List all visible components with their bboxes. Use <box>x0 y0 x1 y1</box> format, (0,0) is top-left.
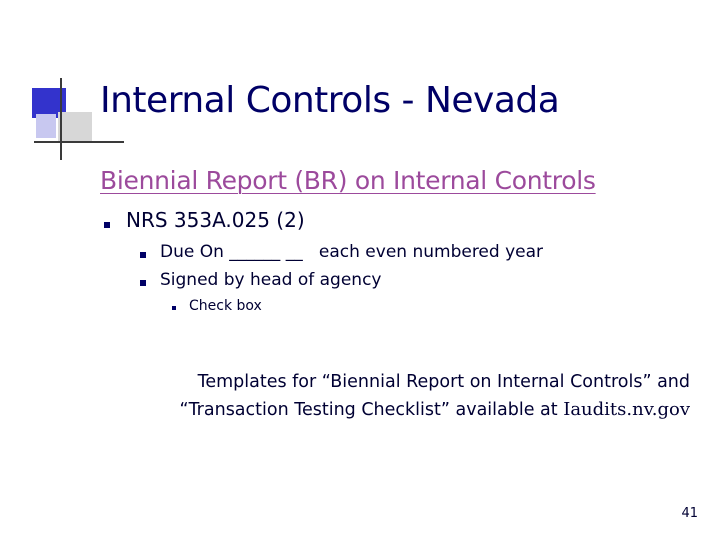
templates-note-line1: Templates for “Biennial Report on Internal Controls” and <box>197 372 690 392</box>
square-bullet-icon <box>172 306 176 310</box>
bullet-level1-nrs: NRS 353A.025 (2) <box>126 208 305 232</box>
decor-square-light <box>36 114 56 138</box>
bullet-level2-due-on: Due On ______ __ each even numbered year <box>160 242 544 262</box>
square-bullet-icon <box>140 280 146 286</box>
decor-square-grey <box>58 112 92 142</box>
square-bullet-icon <box>104 222 110 228</box>
decor-vertical-line <box>60 78 62 160</box>
page-number: 41 <box>681 506 698 521</box>
square-bullet-icon <box>140 252 146 258</box>
bullet-level3-check-box: Check box <box>189 298 262 314</box>
templates-note-line2-text: “Transaction Testing Checklist” available at <box>179 400 564 420</box>
templates-note-url: Iaudits.nv.gov <box>563 399 690 420</box>
templates-note-line2 <box>130 396 690 424</box>
bullet-level2-signed: Signed by head of agency <box>160 270 382 290</box>
slide-title: Internal Controls - Nevada <box>100 80 560 121</box>
decor-horizontal-line <box>34 141 124 143</box>
slide-subtitle: Biennial Report (BR) on Internal Controls <box>100 166 596 195</box>
templates-note <box>130 368 690 424</box>
